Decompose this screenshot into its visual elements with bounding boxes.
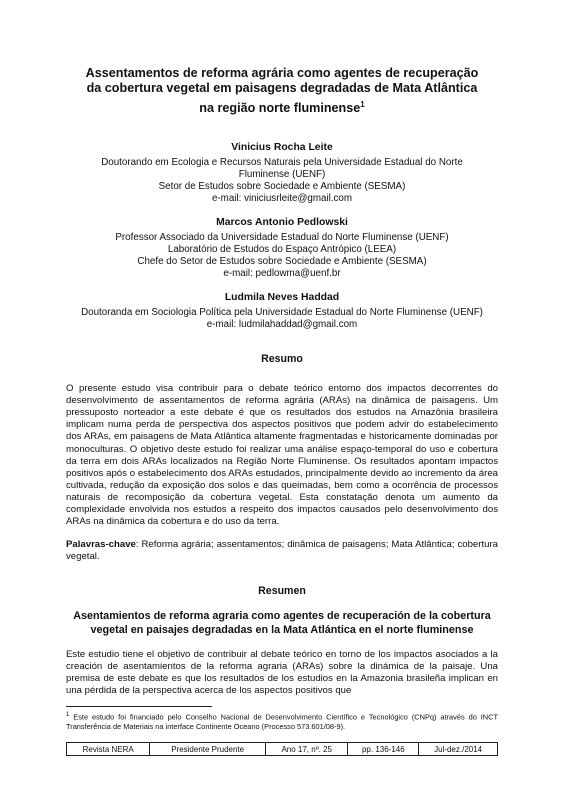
resumen-heading: Resumen — [258, 585, 306, 598]
footnote — [66, 711, 498, 732]
author-name: Vinicius Rocha Leite — [231, 142, 333, 154]
author-email: e-mail: ludmilahaddad@gmail.com — [206, 318, 358, 330]
title-line-1: Assentamentos de reforma agrária como agentes de recuperação — [85, 66, 479, 80]
resumen-subtitle: Asentamientos de reforma agraria como agentes de recuperación de la cobertura vegetal en paisajes degradadas en la Mata Atlántica en el norte fluminense — [73, 610, 491, 636]
author-affiliation: Chefe do Setor de Estudos sobre Sociedade e Ambiente (SESMA) — [137, 256, 427, 268]
footnote-divider — [66, 706, 212, 707]
author-name: Marcos Antonio Pedlowski — [216, 217, 348, 229]
footnote-text: Este estudo foi financiado pelo Conselho Nacional de Desenvolvimento Científico e Tecnológico (CNPq) através do INCT Transferência de Materiais na interface Continente Oceano (Processo 573.601/08-9). — [66, 712, 498, 732]
footer-journal: Revista NERA — [67, 743, 150, 756]
journal-footer — [66, 742, 498, 756]
footer-city: Presidente Prudente — [150, 743, 266, 756]
footer-pages: pp. 136-146 — [348, 743, 419, 756]
author-3 — [66, 292, 498, 331]
article-title — [66, 66, 498, 116]
footnote-marker: 1 — [66, 712, 70, 718]
author-name: Ludmila Neves Haddad — [224, 292, 340, 304]
title-line-3: na região norte fluminense — [199, 101, 361, 115]
author-affiliation: Professor Associado da Universidade Estadual do Norte Fluminense (UENF) — [115, 231, 449, 243]
author-2 — [66, 217, 498, 280]
keywords-label: Palavras-chave — [66, 539, 136, 551]
author-email: e-mail: viniciusrleite@gmail.com — [211, 193, 353, 205]
author-affiliation: Laboratório de Estudos do Espaço Antrópico (LEEA) — [167, 243, 397, 255]
title-footnote-marker: 1 — [360, 99, 365, 109]
keywords — [66, 539, 498, 563]
article-page — [66, 66, 498, 697]
author-affiliation: Fluminense (UENF) — [238, 168, 326, 180]
resumo-heading: Resumo — [261, 353, 303, 366]
author-email: e-mail: pedlowma@uenf.br — [223, 268, 341, 280]
author-affiliation: Setor de Estudos sobre Sociedade e Ambiente (SESMA) — [158, 181, 406, 193]
resumo-text: O presente estudo visa contribuir para o debate teórico entorno dos impactos decorrentes do desenvolvimento de assentamentos de reforma agrária (ARAs) na dinâmica de paisagens. Um pressuposto norteador a este debate é que os resultados dos estudos na Amazônia brasileira implicam numa perda de perspectiva dos aspectos positivos que podem advir do estabelecimento dos ARAs, em paisagens de Mata Atlântica altamente fragmentadas e historicamente dominadas por monoculturas. O objetivo deste estudo foi realizar uma análise espaço-temporal do uso e cobertura da terra em dois ARAs localizados na Região Norte Fluminense. Os resultados apontam impactos positivos após o estabelecimento dos ARAs estudados, principalmente devido ao incremento da área cultivada, redução da exposição dos solos e das queimadas, bem como a ocorrência de processos naturais de recomposição da cobertura vegetal. Esta constatação denota um aumento da complexidade envolvida nos estudos a respeito dos impactos causados pelo desenvolvimento dos ARAs na dinâmica da cobertura e do uso da terra. — [66, 383, 498, 528]
keywords-list: : Reforma agrária; assentamentos; dinâmica de paisagens; Mata Atlântica; cobertura vegetal. — [66, 539, 498, 563]
author-1 — [66, 142, 498, 205]
footer-date: Jul-dez./2014 — [419, 743, 498, 756]
footer-volume: Ano 17, nº. 25 — [266, 743, 348, 756]
resumen-text: Este estudio tiene el objetivo de contribuir al debate teórico en torno de los impactos asociados a la creación de asentamientos de la reforma agraria (ARAs) sobre la dinámica de la paisaje. Una premisa de este debate es que los resultados de los estudios en la Amazonia brasileña implican en una pérdida de la perspectiva acerca de los aspectos positivos que — [66, 648, 498, 697]
title-line-2: da cobertura vegetal em paisagens degradadas de Mata Atlântica — [86, 81, 478, 96]
author-affiliation: Doutoranda em Sociologia Política pela Universidade Estadual do Norte Fluminense (UENF) — [81, 306, 483, 318]
author-affiliation: Doutorando em Ecologia e Recursos Naturais pela Universidade Estadual do Norte — [101, 156, 463, 168]
